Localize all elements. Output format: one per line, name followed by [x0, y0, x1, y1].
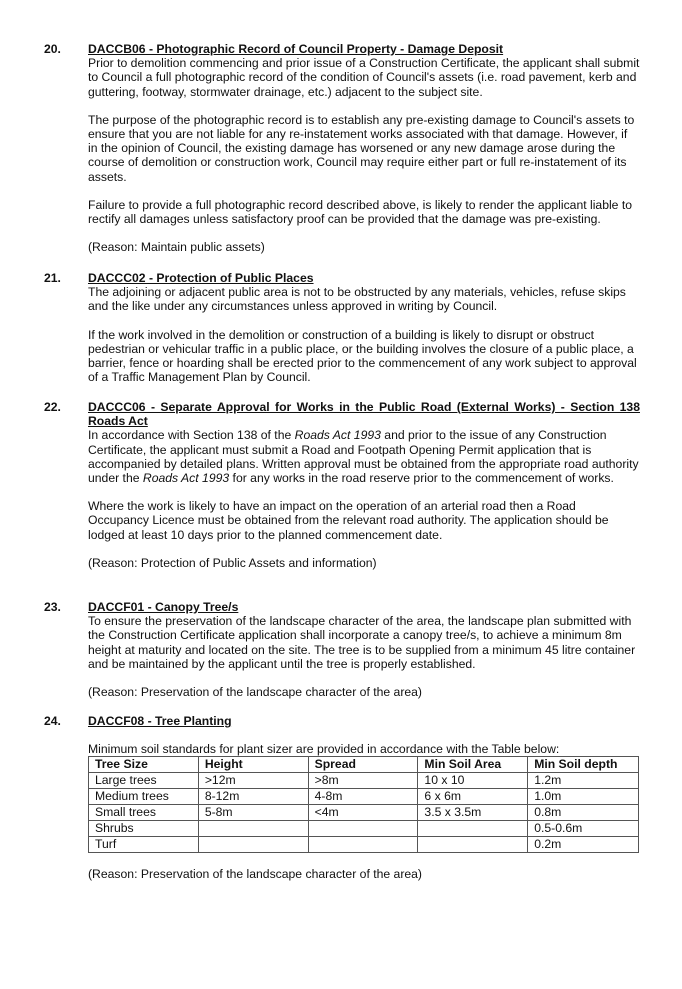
column-header: Min Soil Area [418, 757, 528, 773]
condition-number: 22. [44, 400, 61, 414]
table-cell [198, 821, 308, 837]
condition-paragraph: The purpose of the photographic record is to establish any pre-existing damage to Council's assets to ensure that you are not liable for any re-instatement works associated with that damage. However, if in the opinion of Council, the existing damage has worsened or any new damage arose during the course of demolition or construction work, Council may require either part or full re-instatement of its assets. [88, 112, 635, 184]
table-row [89, 821, 639, 837]
table-header-row [89, 757, 639, 773]
soil-standards-table [88, 756, 639, 853]
table-cell: 10 x 10 [418, 773, 528, 789]
table-row [89, 773, 639, 789]
table-cell [198, 837, 308, 853]
condition-title: DACCF08 - Tree Planting [88, 714, 232, 728]
condition-title: DACCC06 - Separate Approval for Works in the Public Road (External Works) - Section 138 [88, 400, 640, 414]
table-cell [308, 837, 418, 853]
table-cell: 4-8m [308, 789, 418, 805]
table-cell: Turf [89, 837, 199, 853]
table-cell: 1.2m [528, 773, 639, 789]
condition-paragraph: Prior to demolition commencing and prior issue of a Construction Certificate, the applicant shall submit to Council a full photographic record of the condition of Council's assets (i.e. road pavement, kerb and guttering, footway, stormwater drainage, etc.) adjacent to the subject site. [88, 56, 640, 99]
condition-reason: (Reason: Protection of Public Assets and information) [88, 555, 377, 570]
condition-title: DACCF01 - Canopy Tree/s [88, 600, 239, 614]
table-row [89, 805, 639, 821]
table-cell: Shrubs [89, 821, 199, 837]
condition-paragraph: Failure to provide a full photographic record described above, is likely to render the applicant liable to rectify all damages unless satisfactory proof can be provided that the damage was pre-existing. [88, 197, 633, 227]
table-cell: Small trees [89, 805, 199, 821]
table-cell: 6 x 6m [418, 789, 528, 805]
table-cell [418, 837, 528, 853]
act-name: Roads Act 1993 [142, 471, 230, 486]
table-cell: 0.2m [528, 837, 639, 853]
condition-paragraph: If the work involved in the demolition or construction of a building is likely to disrupt or obstruct pedestrian or vehicular traffic in a public place, or the building involves the closure of a public place, a barrier, fence or hoarding shall be erected prior to the commencement of any work subject to approval of a Traffic Management Plan by Council. [88, 327, 637, 385]
table-cell: 0.5-0.6m [528, 821, 639, 837]
condition-reason: (Reason: Maintain public assets) [88, 240, 265, 255]
table-cell: 8-12m [198, 789, 308, 805]
table-cell: 0.8m [528, 805, 639, 821]
table-cell: >12m [198, 773, 308, 789]
table-cell [308, 821, 418, 837]
condition-reason: (Reason: Preservation of the landscape character of the area) [88, 867, 422, 882]
act-name: Roads Act 1993 [294, 428, 381, 443]
condition-paragraph: Where the work is likely to have an impact on the operation of an arterial road then a Road Occupancy Licence must be obtained from the relevant road authority. The application should be lodged at least 10 days prior to the planned commencement date. [88, 499, 609, 542]
table-intro: Minimum soil standards for plant sizer are provided in accordance with the Table below: [88, 742, 560, 757]
condition-paragraph: To ensure the preservation of the landscape character of the area, the landscape plan submitted with the Construction Certificate application shall incorporate a canopy tree/s, to achieve a minimum 8m height at maturity and located on the site. The tree is to be supplied from a minimum 45 litre container and be maintained by the applicant until the tree is properly established. [88, 614, 636, 671]
table-cell: <4m [308, 805, 418, 821]
table-cell: Large trees [89, 773, 199, 789]
condition-number: 21. [44, 271, 61, 285]
condition-number: 20. [44, 42, 61, 56]
condition-title: DACCC02 - Protection of Public Places [88, 271, 314, 285]
table-cell: 3.5 x 3.5m [418, 805, 528, 821]
column-header: Spread [308, 757, 418, 773]
column-header: Min Soil depth [528, 757, 639, 773]
table-row [89, 789, 639, 805]
condition-title: DACCB06 - Photographic Record of Council Property - Damage Deposit [88, 42, 504, 56]
column-header: Height [198, 757, 308, 773]
condition-paragraph: The adjoining or adjacent public area is not to be obstructed by any materials, vehicles, refuse skips and the like under any circumstances unless approved in writing by Council. [88, 285, 626, 314]
table-cell [418, 821, 528, 837]
condition-title-continued: Roads Act [88, 414, 148, 429]
table-cell: >8m [308, 773, 418, 789]
table-cell: 5-8m [198, 805, 308, 821]
condition-paragraph: In accordance with Section 138 of the Roads Act 1993 and prior to the issue of any Construction Certificate, the applicant must submit a Road and Footpath Opening Permit application that is accompanied by detailed plans. Written approval must be obtained from the appropriate road authority under the Roads Act 1993 for any works in the road reserve prior to the commencement of works. [88, 428, 639, 486]
condition-number: 23. [44, 600, 61, 614]
condition-reason: (Reason: Preservation of the landscape character of the area) [88, 685, 422, 700]
column-header: Tree Size [89, 757, 199, 773]
table-cell: Medium trees [89, 789, 199, 805]
condition-number: 24. [44, 714, 61, 728]
table-row [89, 837, 639, 853]
table-cell: 1.0m [528, 789, 639, 805]
